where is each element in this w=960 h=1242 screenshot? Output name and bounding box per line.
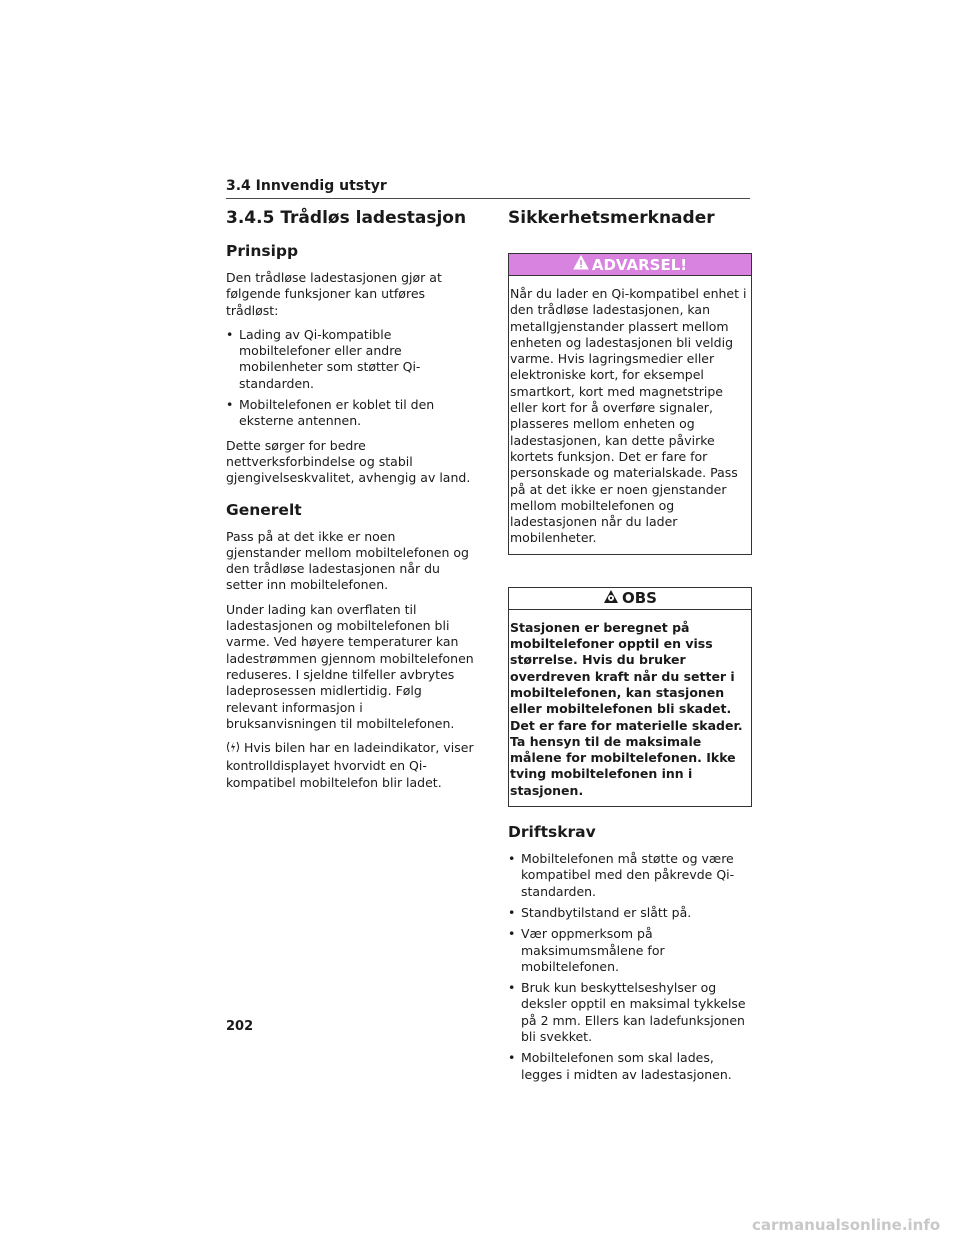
general-paragraph-3: Hvis bilen har en ladeindikator, viser kontrolldisplayet hvorvidt en Qi-kompatibel mobiltelefon blir ladet.: [226, 740, 474, 790]
list-item: • Mobiltelefonen som skal lades, legges i midten av ladestasjonen.: [508, 1050, 732, 1082]
warning-triangle-icon: [573, 255, 589, 274]
warning-text: Når du lader en Qi-kompatibel enhet i den trådløse ladestasjonen, kan metallgjenstander plassert mellom enheten og ladestasjonen bli veldig varme. Hvis lagringsmedier eller elektroniske kort, for eksempel smartkort, kort med magnetstripe eller kort for å overføre signaler, plasseres mellom enheten og ladestasjonen, kan dette påvirke kortets funksjon. Det er fare for personskade og materialskade. Pass på at det ikke er noen gjenstander mellom mobiltelefonen og ladestasjonen når du lader mobilenheter.: [510, 286, 747, 546]
notice-text: Stasjonen er beregnet på mobiltelefoner opptil en viss størrelse. Hvis du bruker overdreven kraft når du setter i mobiltelefonen, kan stasjonen eller mobiltelefonen bli skadet. Det er fare for materielle skader. Ta hensyn til de maksimale målene for mobiltelefonen. Ikke tving mobiltelefonen inn i stasjonen.: [510, 619, 743, 798]
list-item: • Vær oppmerksom på maksimumsmålene for mobiltelefonen.: [508, 926, 665, 974]
watermark-text: carmanualsonline.info: [752, 1216, 941, 1234]
requirements-list: [508, 851, 752, 1083]
safety-heading: Sikkerhetsmerknader: [508, 208, 715, 228]
notice-icon: [603, 589, 619, 608]
page-number: 202: [226, 1019, 254, 1034]
principle-outro: Dette sørger for bedre nettverksforbindelse og stabil gjengivelseskvalitet, avhengig av land.: [226, 437, 471, 486]
wireless-charging-icon: [226, 740, 240, 758]
right-column: [508, 208, 752, 1091]
principle-intro: Den trådløse ladestasjonen gjør at følgende funksjoner kan utføres trådløst:: [226, 270, 442, 318]
warning-body: [509, 276, 751, 554]
list-item: • Mobiltelefonen er koblet til den eksterne antennen.: [226, 397, 435, 429]
general-paragraph-2: Under lading kan overflaten til ladestasjonen og mobiltelefonen bli varme. Ved høyere temperaturer kan ladestrømmen gjennom mobiltelefonen reduseres. I sjeldne tilfeller avbrytes ladeprosessen midlertidig. Følg relevant informasjon i bruksanvisningen til mobiltelefonen.: [226, 601, 474, 731]
left-column: [226, 208, 474, 799]
warning-box: [508, 253, 752, 555]
notice-label: OBS: [622, 589, 657, 608]
list-item: • Mobiltelefonen må støtte og være kompatibel med den påkrevde Qi-standarden.: [508, 851, 735, 899]
notice-body: [509, 610, 751, 806]
list-item: • Lading av Qi-kompatible mobiltelefoner eller andre mobilenheter som støtter Qi-standarden.: [226, 326, 421, 391]
general-paragraph-1: Pass på at det ikke er noen gjenstander mellom mobiltelefonen og den trådløse ladestasjonen når du setter inn mobiltelefonen.: [226, 528, 469, 593]
principle-heading: Prinsipp: [226, 242, 299, 260]
list-item: • Bruk kun beskyttelseshylser og deksler opptil en maksimal tykkelse på 2 mm. Ellers kan ladefunksjonen bli svekket.: [508, 980, 746, 1044]
principle-list: [226, 327, 474, 430]
general-heading: Generelt: [226, 500, 302, 519]
list-item: • Standbytilstand er slått på.: [508, 904, 692, 920]
requirements-heading: Driftskrav: [508, 823, 596, 842]
warning-header: [509, 254, 751, 276]
page-title: 3.4.5 Trådløs ladestasjon: [226, 208, 467, 228]
notice-header: [509, 588, 751, 610]
section-header: 3.4 Innvendig utstyr: [226, 178, 750, 199]
warning-label: ADVARSEL!: [591, 255, 688, 274]
notice-box: [508, 587, 752, 807]
